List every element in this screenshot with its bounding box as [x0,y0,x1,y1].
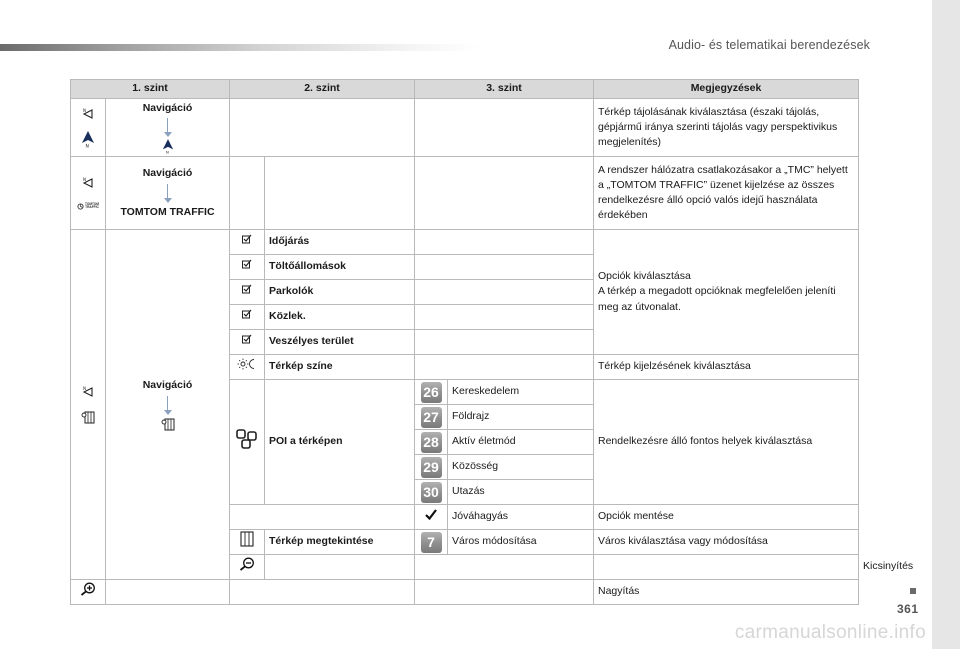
row1-level1-cell [106,99,230,157]
north-arrow-icon [81,130,95,148]
connector-line [167,396,168,410]
poi-active-lifestyle[interactable]: Aktív életmód [448,430,594,455]
svg-text:N: N [165,149,169,155]
city-number-badge: 7 [421,532,442,553]
settings-table [70,79,914,605]
map-view-label[interactable]: Térkép megtekintése [265,530,415,555]
col-header-level2: 2. szint [230,80,415,99]
connector-arrowhead [164,198,172,203]
navigation-small-icon [82,386,94,398]
group3-level1-label: Navigáció [142,379,193,392]
row2-level1-cell [106,157,230,230]
checkbox-checked-icon[interactable] [242,234,252,244]
map-view-icon[interactable] [240,531,254,547]
map-color-label[interactable]: Térkép színe [265,355,415,380]
connector-arrowhead [164,410,172,415]
table-row [71,580,859,605]
row1-note: Térkép tájolásának kiválasztása (északi tájolás, gépjármű iránya szerinti tájolás vagy perspektivikus megjelenítés) [594,99,859,157]
right-margin-strip [932,0,960,649]
poi-commerce[interactable]: Kereskedelem [448,380,594,405]
zoom-in-icon-cell [71,580,106,605]
city-badge-cell [415,530,448,555]
checkbox-checked-icon[interactable] [242,309,252,319]
table-row [71,99,859,157]
watermark: carmanualsonline.info [734,622,926,643]
city-change-label[interactable]: Város módosítása [448,530,594,555]
map-settings-icon [161,417,175,431]
svg-text:N: N [85,144,89,148]
row1-level2-cell [230,99,415,157]
row2-icon-cell [71,157,106,230]
poi-number-badge: 28 [421,432,442,453]
poi-badge-cell [415,405,448,430]
page-number: 361 [897,602,919,616]
table-row [71,230,859,255]
row2-level2-icon-cell [230,157,265,230]
group3-icon-cell [71,230,106,580]
map-settings-icon [81,410,95,424]
col-header-notes: Megjegyzések [594,80,859,99]
row1-icon-cell [71,99,106,157]
city-note: Város kiválasztása vagy módosítása [594,530,859,555]
confirm-icon-cell [415,505,448,530]
col-header-level3: 3. szint [415,80,594,99]
empty-cell [106,580,230,605]
connector-line [167,118,168,132]
row1-level1-label: Navigáció [142,101,193,114]
option-danger-zone[interactable]: Veszélyes terület [265,330,415,355]
confirm-label[interactable]: Jóváhagyás [448,505,594,530]
option-checkbox-cell [230,305,265,330]
option-checkbox-cell [230,255,265,280]
tomtom-traffic-icon: TOMTOM TRAFFIC [77,203,99,210]
row2-level2-cell [265,157,415,230]
table-row [71,157,859,230]
row2-level1-label: Navigáció [142,167,193,180]
poi-community[interactable]: Közösség [448,455,594,480]
poi-label[interactable]: POI a térképen [265,380,415,505]
svg-text:N: N [83,176,86,182]
connector-line [167,184,168,198]
checkbox-checked-icon[interactable] [242,284,252,294]
checkbox-checked-icon[interactable] [242,259,252,269]
col-header-level1: 1. szint [71,80,230,99]
poi-badge-cell [415,380,448,405]
empty-cell [415,330,594,355]
poi-badge-cell [415,455,448,480]
option-charging-stations[interactable]: Töltőállomások [265,255,415,280]
empty-cell [230,505,415,530]
poi-icon[interactable] [236,429,258,449]
map-color-icon-cell [230,355,265,380]
table-row: Kicsinyítés [71,555,859,580]
empty-cell [415,230,594,255]
empty-cell [230,580,415,605]
page-marker [910,588,916,594]
empty-cell [415,305,594,330]
poi-badge-cell [415,480,448,505]
poi-number-badge: 26 [421,382,442,403]
option-traffic[interactable]: Közlek. [265,305,415,330]
poi-badge-cell [415,430,448,455]
poi-travel[interactable]: Utazás [448,480,594,505]
option-checkbox-cell [230,280,265,305]
options-note: Opciók kiválasztása A térkép a megadott opcióknak megfelelően jeleníti meg az útvonalat. [594,230,859,355]
poi-icon-cell [230,380,265,505]
connector-arrowhead [164,132,172,137]
row2-level3-cell [415,157,594,230]
checkmark-icon[interactable] [425,509,437,520]
empty-cell [594,555,859,580]
confirm-note: Opciók mentése [594,505,859,530]
checkbox-checked-icon[interactable] [242,334,252,344]
zoom-in-note: Nagyítás [594,580,859,605]
page-header-title: Audio- és telematikai berendezések [668,38,870,52]
option-checkbox-cell [230,330,265,355]
empty-cell [415,580,594,605]
option-checkbox-cell [230,230,265,255]
empty-cell [415,280,594,305]
zoom-in-icon[interactable] [80,582,96,596]
option-parking[interactable]: Parkolók [265,280,415,305]
poi-note: Rendelkezésre álló fontos helyek kiválasztása [594,380,859,505]
svg-text:N: N [83,107,86,113]
row1-level3-cell [415,99,594,157]
map-color-note: Térkép kijelzésének kiválasztása [594,355,859,380]
empty-cell [415,255,594,280]
poi-number-badge: 30 [421,482,442,503]
poi-geography[interactable]: Földrajz [448,405,594,430]
zoom-out-icon[interactable] [239,557,255,571]
day-night-icon[interactable] [237,358,257,370]
navigation-small-icon [82,108,94,120]
row2-level1-traffic-label: TOMTOM TRAFFIC [120,205,215,218]
header-decoration-bar [0,44,480,51]
row2-note: A rendszer hálózatra csatlakozásakor a „TMC” helyett a „TOMTOM TRAFFIC” üzenet kijelzése az összes rendelkezésre álló opció valós idejű használata érdekében [594,157,859,230]
poi-number-badge: 29 [421,457,442,478]
zoom-out-icon-cell [230,555,265,580]
svg-text:N: N [83,385,86,391]
north-arrow-icon [162,138,174,154]
navigation-small-icon [82,177,94,189]
map-view-icon-cell [230,530,265,555]
empty-cell [265,555,415,580]
group3-level1-cell [106,230,230,580]
poi-number-badge: 27 [421,407,442,428]
empty-cell [415,555,594,580]
empty-cell [415,355,594,380]
option-weather[interactable]: Időjárás [265,230,415,255]
table-header-row [71,80,859,99]
